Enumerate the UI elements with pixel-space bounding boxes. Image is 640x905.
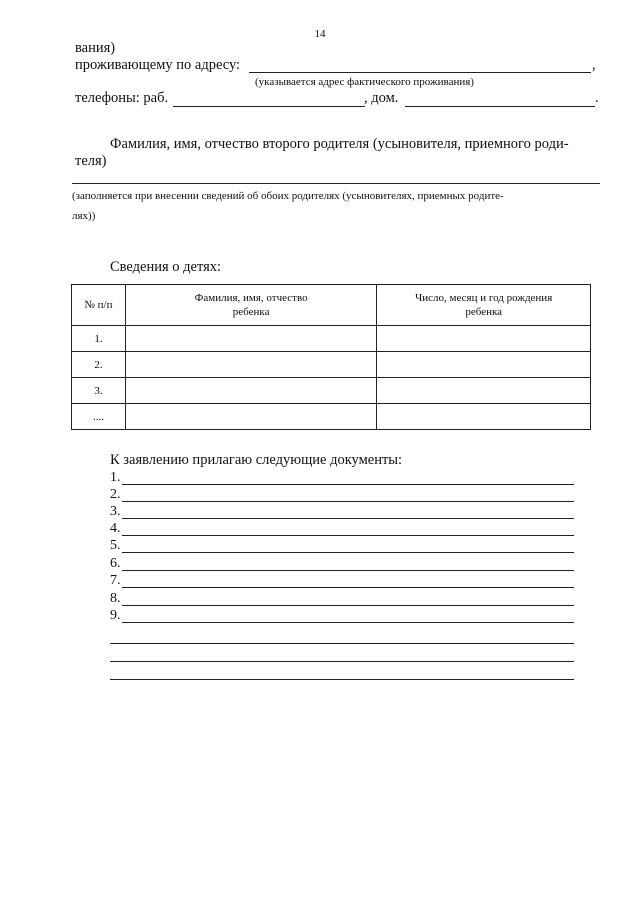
children-table xyxy=(71,284,591,430)
document-item-number: 7. xyxy=(110,573,121,588)
home-phone-field-line[interactable] xyxy=(405,106,595,107)
col-name-header-line2: ребенка xyxy=(232,306,270,318)
second-parent-label: Фамилия, имя, отчество второго родителя (усыновителя, приемного роди- xyxy=(110,136,569,152)
child-dob-cell[interactable] xyxy=(377,352,591,378)
document-field-line[interactable] xyxy=(122,622,574,623)
phones-label: телефоны: раб. xyxy=(75,90,169,106)
document-item[interactable] xyxy=(110,608,574,624)
document-item-number: 9. xyxy=(110,608,121,623)
home-phone-label: , дом. xyxy=(364,90,399,106)
children-table-header xyxy=(72,285,591,326)
second-parent-hint: (заполняется при внесении сведений об обоих родителях (усыновителях, приемных родите- xyxy=(72,190,504,202)
document-field-line[interactable] xyxy=(122,552,574,553)
document-extra-line[interactable] xyxy=(110,661,574,662)
child-name-cell[interactable] xyxy=(125,326,377,352)
continued-text-fragment: вания) xyxy=(75,40,116,56)
col-name-header xyxy=(125,285,377,326)
document-item-number: 2. xyxy=(110,487,121,502)
child-dob-cell[interactable] xyxy=(377,326,591,352)
row-number: 1. xyxy=(72,326,126,352)
document-field-line[interactable] xyxy=(122,535,574,536)
address-hint: (указывается адрес фактического проживания) xyxy=(255,76,474,88)
row-number: 2. xyxy=(72,352,126,378)
document-item-number: 8. xyxy=(110,591,121,606)
address-comma: , xyxy=(592,57,596,73)
child-name-cell[interactable] xyxy=(125,352,377,378)
child-dob-cell[interactable] xyxy=(377,378,591,404)
document-item[interactable] xyxy=(110,591,574,607)
document-item[interactable] xyxy=(110,573,574,589)
child-name-cell[interactable] xyxy=(125,378,377,404)
row-number: .... xyxy=(72,404,126,430)
document-field-line[interactable] xyxy=(122,518,574,519)
phones-period: . xyxy=(595,90,599,106)
col-dob-header-line1: Число, месяц и год рождения xyxy=(415,292,553,304)
document-extra-line[interactable] xyxy=(110,679,574,680)
address-field-line[interactable] xyxy=(249,72,591,73)
work-phone-field-line[interactable] xyxy=(173,106,365,107)
document-item[interactable] xyxy=(110,504,574,520)
document-item[interactable] xyxy=(110,556,574,572)
document-item[interactable] xyxy=(110,487,574,503)
table-row xyxy=(72,352,591,378)
col-number-header: № п/п xyxy=(72,285,126,326)
address-label: проживающему по адресу: xyxy=(75,57,241,73)
row-number: 3. xyxy=(72,378,126,404)
document-item[interactable] xyxy=(110,470,574,486)
child-name-cell[interactable] xyxy=(125,404,377,430)
table-row xyxy=(72,404,591,430)
document-field-line[interactable] xyxy=(122,484,574,485)
second-parent-hint-cont: лях)) xyxy=(72,210,96,222)
col-name-header-line1: Фамилия, имя, отчество xyxy=(194,292,308,304)
document-field-line[interactable] xyxy=(122,570,574,571)
document-item-number: 6. xyxy=(110,556,121,571)
children-heading: Сведения о детях: xyxy=(110,259,222,275)
table-row xyxy=(72,326,591,352)
col-dob-header xyxy=(377,285,591,326)
document-item-number: 3. xyxy=(110,504,121,519)
col-dob-header-line2: ребенка xyxy=(465,306,503,318)
second-parent-field-line[interactable] xyxy=(72,183,600,184)
document-item-number: 5. xyxy=(110,538,121,553)
document-field-line[interactable] xyxy=(122,587,574,588)
document-extra-line[interactable] xyxy=(110,643,574,644)
child-dob-cell[interactable] xyxy=(377,404,591,430)
document-item-number: 1. xyxy=(110,470,121,485)
page-number: 14 xyxy=(314,28,326,40)
second-parent-label-cont: теля) xyxy=(75,153,107,169)
document-item-number: 4. xyxy=(110,521,121,536)
documents-heading: К заявлению прилагаю следующие документы: xyxy=(110,452,403,468)
document-field-line[interactable] xyxy=(122,501,574,502)
table-row xyxy=(72,378,591,404)
document-item[interactable] xyxy=(110,521,574,537)
document-item[interactable] xyxy=(110,538,574,554)
document-field-line[interactable] xyxy=(122,605,574,606)
